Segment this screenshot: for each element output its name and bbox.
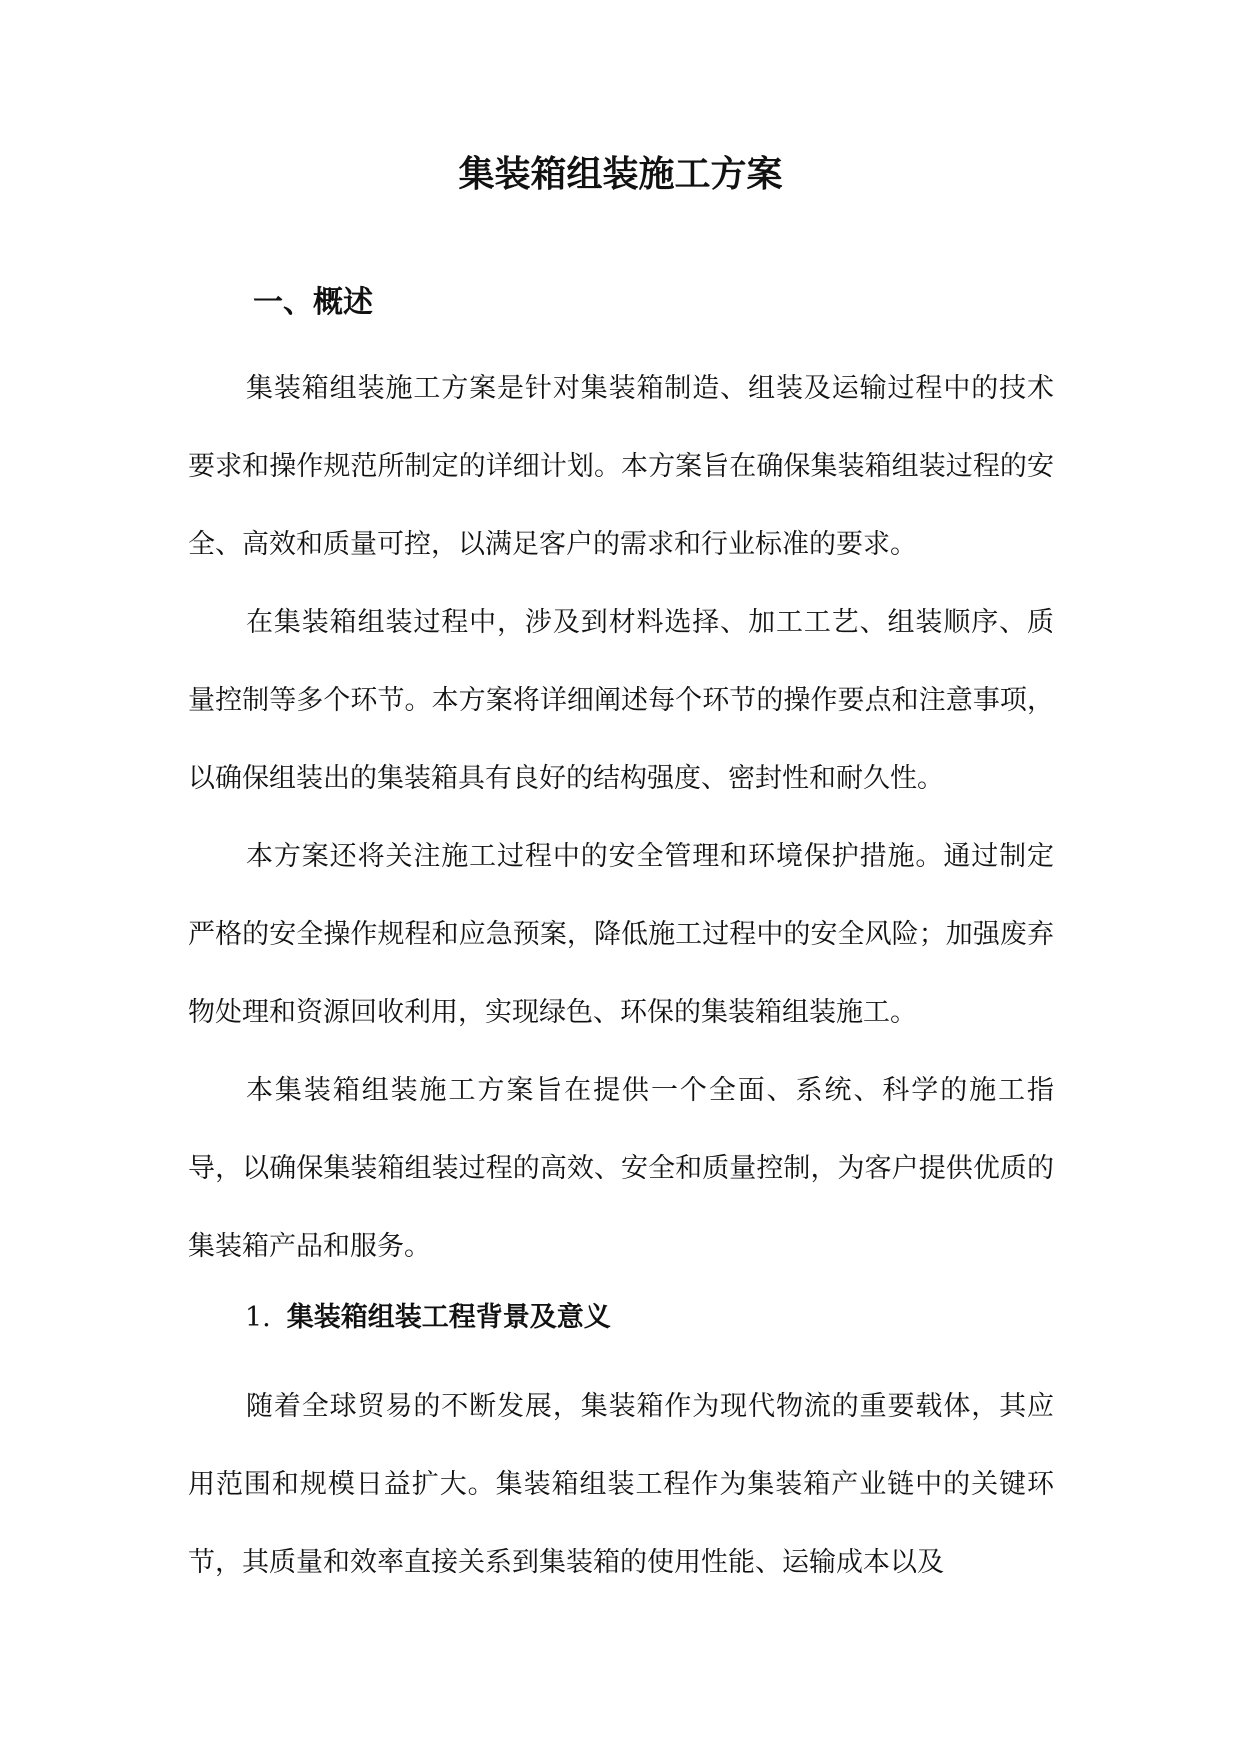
paragraph: 在集装箱组装过程中，涉及到材料选择、加工工艺、组装顺序、质量控制等多个环节。本方案将详细阐述每个环节的操作要点和注意事项，以确保组装出的集装箱具有良好的结构强度、密封性和耐久性。 xyxy=(188,607,1054,794)
paragraph: 随着全球贸易的不断发展，集装箱作为现代物流的重要载体，其应用范围和规模日益扩大。集装箱组装工程作为集装箱产业链中的关键环节，其质量和效率直接关系到集装箱的使用性能、运输成本以及 xyxy=(188,1391,1054,1578)
subsection-number: 1. xyxy=(245,1302,271,1333)
subsection-heading-text: 集装箱组装工程背景及意义 xyxy=(286,1302,611,1333)
paragraph: 本集装箱组装施工方案旨在提供一个全面、系统、科学的施工指导，以确保集装箱组装过程的高效、安全和质量控制，为客户提供优质的集装箱产品和服务。 xyxy=(188,1075,1054,1262)
section-heading-overview: 一、概述 xyxy=(253,285,373,320)
paragraph: 集装箱组装施工方案是针对集装箱制造、组装及运输过程中的技术要求和操作规范所制定的详细计划。本方案旨在确保集装箱组装过程的安全、高效和质量可控，以满足客户的需求和行业标准的要求。 xyxy=(188,373,1054,560)
subsection-heading-background xyxy=(245,1298,611,1338)
paragraph: 本方案还将关注施工过程中的安全管理和环境保护措施。通过制定严格的安全操作规程和应急预案，降低施工过程中的安全风险；加强废弃物处理和资源回收利用，实现绿色、环保的集装箱组装施工。 xyxy=(188,841,1054,1028)
document-title: 集装箱组装施工方案 xyxy=(458,153,783,195)
